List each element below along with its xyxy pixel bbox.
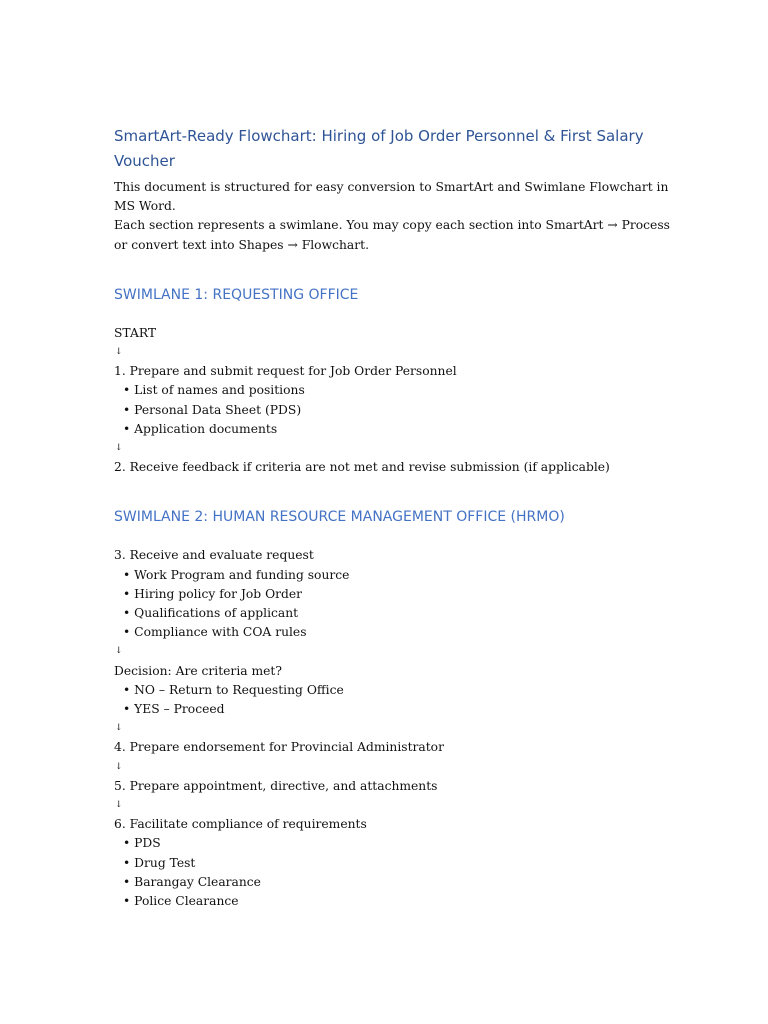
flow-step: 3. Receive and evaluate request [114,548,314,563]
bullet-item: • Personal Data Sheet (PDS) [123,402,302,417]
bullet-item: • Application documents [123,421,278,436]
document-page [114,124,674,940]
down-arrow-icon: ↓ [115,723,123,734]
bullet-item: • Barangay Clearance [123,874,261,889]
swimlane-hrmo [114,506,674,911]
intro-paragraph-1: This document is structured for easy conversion to SmartArt and Swimlane Flowchart in MS Word. [114,180,669,214]
bullet-item: • List of names and positions [123,383,305,398]
down-arrow-icon: ↓ [115,347,123,358]
decision-step: Decision: Are criteria met? [114,663,282,678]
document-title: SmartArt-Ready Flowchart: Hiring of Job Order Personnel & First Salary Voucher [114,127,644,170]
flow-step: 6. Facilitate compliance of requirements [114,817,367,832]
down-arrow-icon: ↓ [115,646,123,657]
swimlane-requesting-office [114,284,674,478]
bullet-item: • Hiring policy for Job Order [123,586,303,601]
intro-section [114,178,674,255]
bullet-item: • NO – Return to Requesting Office [123,682,344,697]
down-arrow-icon: ↓ [115,443,123,454]
bullet-item: • Compliance with COA rules [123,625,307,640]
flow-step: 4. Prepare endorsement for Provincial Administrator [114,740,444,755]
flow-step: 5. Prepare appointment, directive, and attachments [114,778,438,793]
flow-step: 2. Receive feedback if criteria are not met and revise submission (if applicable) [114,460,610,475]
swimlane-heading: SWIMLANE 1: REQUESTING OFFICE [114,286,359,303]
bullet-item: • PDS [123,836,161,851]
down-arrow-icon: ↓ [115,800,123,811]
bullet-item: • Work Program and funding source [123,567,350,582]
bullet-item: • YES – Proceed [123,702,225,717]
bullet-item: • Police Clearance [123,894,239,909]
down-arrow-icon: ↓ [115,761,123,772]
swimlane-heading: SWIMLANE 2: HUMAN RESOURCE MANAGEMENT OFFICE (HRMO) [114,509,565,526]
flow-step: 1. Prepare and submit request for Job Order Personnel [114,364,457,379]
bullet-item: • Drug Test [123,855,196,870]
flow-start: START [114,325,157,340]
bullet-item: • Qualifications of applicant [123,606,299,621]
intro-paragraph-2: Each section represents a swimlane. You may copy each section into SmartArt → Process or convert text into Shapes → Flowchart. [114,218,670,252]
